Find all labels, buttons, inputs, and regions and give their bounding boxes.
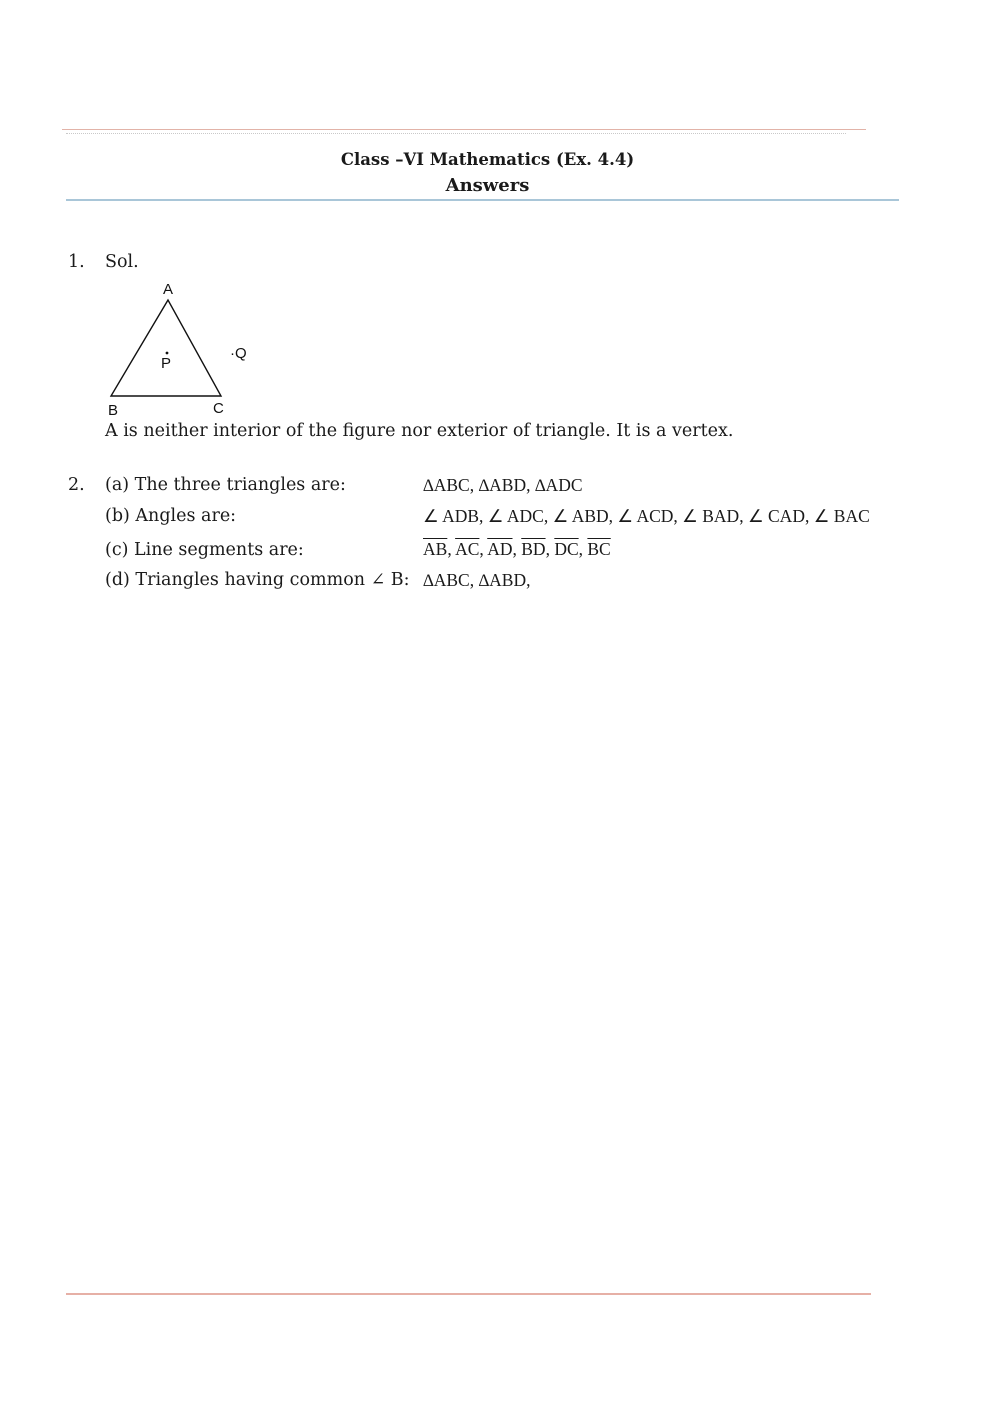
segment-ac: $\overline{AC}$ (455, 539, 480, 559)
segment-bd: $\overline{BD}$ (521, 539, 546, 559)
vertex-c-label: C (213, 400, 224, 417)
segment-dc: $\overline{DC}$ (554, 539, 579, 559)
point-p-dot (166, 352, 169, 355)
q1-sol-label: Sol. (105, 252, 139, 272)
page-subtitle: Answers (445, 175, 530, 196)
q2c-label: (c) Line segments are: (105, 540, 304, 560)
title-rule (66, 199, 899, 201)
q2b-value: ∠ ADB, ∠ ADC, ∠ ABD, ∠ ACD, ∠ BAD, ∠ CAD, ∠ BAC (423, 506, 870, 526)
header-top-dotted-rule (66, 133, 846, 134)
triangle-figure (100, 278, 260, 420)
q1-number: 1. (68, 252, 85, 272)
q2a-label: (a) The three triangles are: (105, 475, 346, 495)
header-top-rule (62, 129, 866, 130)
point-p-label: P (161, 355, 172, 372)
footer-rule (66, 1293, 871, 1295)
q2d-label: (d) Triangles having common ∠ B: (105, 570, 410, 590)
segment-ad: $\overline{AD}$ (487, 539, 513, 559)
q2b-label: (b) Angles are: (105, 506, 237, 526)
segment-bc: $\overline{BC}$ (587, 539, 611, 559)
point-q-label: ·Q (230, 345, 247, 362)
q2-number: 2. (68, 475, 85, 495)
q2c-segments: $\overline{AB}$, $\overline{AC}$, $\overline{AD}$, $\overline{BD}$, $\overline{DC}$, $\overline{BC}$ (423, 539, 611, 559)
q2a-value: ∆ABC, ∆ABD, ∆ADC (423, 475, 583, 495)
vertex-a-label: A (163, 281, 174, 298)
q2d-value: ∆ABC, ∆ABD, (423, 570, 531, 590)
page-title: Class –VI Mathematics (Ex. 4.4) (340, 150, 635, 169)
q1-answer: A is neither interior of the figure nor exterior of triangle. It is a vertex. (105, 421, 734, 441)
segment-ab: $\overline{AB}$ (423, 539, 448, 559)
triangle-abc (111, 300, 221, 396)
vertex-b-label: B (108, 402, 119, 419)
